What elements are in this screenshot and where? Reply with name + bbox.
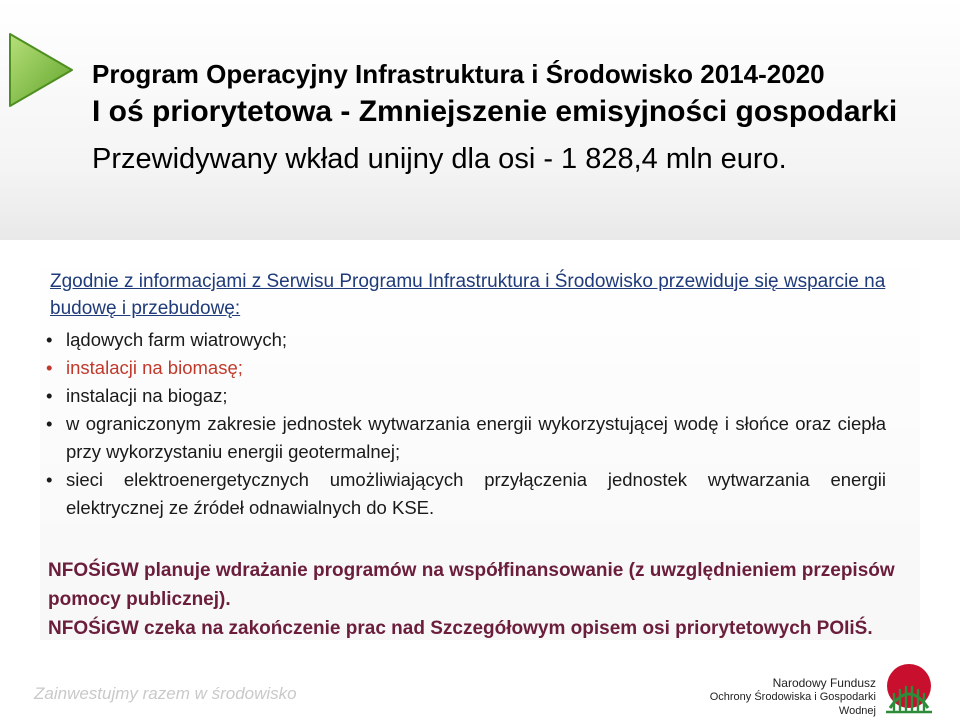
- green-arrow-icon: [4, 28, 78, 112]
- note-programs: NFOŚiGW planuje wdrażanie programów na współfinansowanie (z uwzględnieniem przepisów pomocy publicznej).: [48, 560, 895, 610]
- support-list: [46, 326, 886, 522]
- list-item: • w ograniczonym zakresie jednostek wytwarzania energii wykorzystującej wodę i słońce oraz ciepła przy wykorzystaniu energii geotermalnej;: [46, 410, 886, 466]
- note-waiting: NFOŚiGW czeka na zakończenie prac nad Szczegółowym opisem osi priorytetowych POIiŚ.: [48, 618, 873, 639]
- fund-name-line2: Ochrony Środowiska i Gospodarki Wodnej: [709, 691, 876, 717]
- contribution-text: Przewidywany wkład unijny dla osi - 1 828,4 mln euro.: [92, 143, 787, 175]
- list-item: • instalacji na biogaz;: [46, 382, 886, 410]
- list-item: • instalacji na biomasę;: [46, 354, 886, 382]
- list-item: • lądowych farm wiatrowych;: [46, 326, 886, 354]
- nfosigw-logo-icon: [878, 660, 940, 716]
- program-title: Program Operacyjny Infrastruktura i Środowisko 2014-2020: [92, 59, 825, 89]
- axis-title: I oś priorytetowa - Zmniejszenie emisyjności gospodarki: [92, 95, 898, 128]
- list-item: • sieci elektroenergetycznych umożliwiających przyłączenia jednostek wytwarzania energii elektrycznej ze źródeł odnawialnych do KSE.: [46, 466, 886, 522]
- footer-tagline: Zainwestujmy razem w środowisko: [34, 684, 297, 703]
- fund-name-line1: Narodowy Fundusz: [772, 676, 876, 690]
- fund-name: [688, 676, 876, 718]
- intro-text: Zgodnie z informacjami z Serwisu Programu Infrastruktura i Środowisko przewiduje się wsparcie na budowę i przebudowę:: [50, 271, 886, 319]
- title-block: [92, 58, 952, 182]
- nfosigw-notes: [48, 556, 948, 643]
